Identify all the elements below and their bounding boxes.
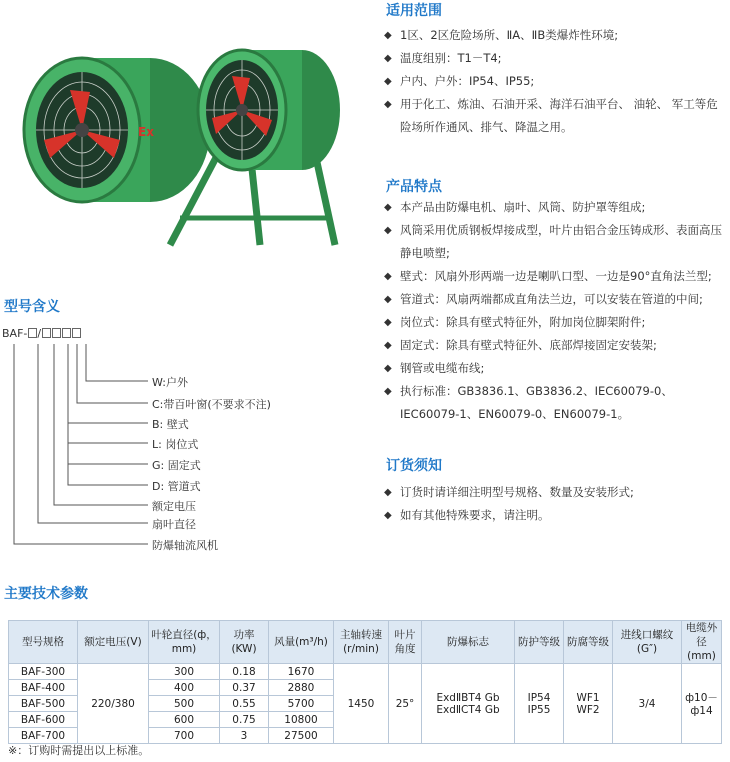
list-item: ◆ 执行标准：GB3836.1、GB3836.2、IEC60079-0、IEC60079-1、EN60079-0、EN60079-1。	[384, 380, 724, 426]
features-title: 产品特点	[386, 179, 442, 195]
placeholder-box	[72, 328, 81, 338]
diamond-icon: ◆	[384, 340, 392, 351]
cell-power: 3	[220, 728, 269, 744]
cell-cable: ф10－ф14	[682, 664, 722, 744]
diamond-icon: ◆	[384, 294, 392, 305]
list-item: ◆ 风筒采用优质钢板焊接成型，叶片由铝合金压铸成形、表面高压静电喷塑;	[384, 219, 724, 265]
diamond-icon: ◆	[384, 317, 392, 328]
scope-list	[384, 24, 720, 139]
list-item: ◆ 订货时请详细注明型号规格、数量及安装形式;	[384, 481, 720, 504]
model-label-c: C:带百叶窗(不要求不注)	[152, 398, 271, 411]
list-item: ◆ 如有其他特殊要求，请注明。	[384, 504, 720, 527]
placeholder-box	[42, 328, 51, 338]
cell-ex-mark	[422, 664, 515, 744]
diamond-icon: ◆	[384, 487, 392, 498]
cell-thread: 3/4	[613, 664, 682, 744]
cell-voltage: 220/380	[78, 664, 149, 744]
list-item: ◆ 温度组别：T1－T4;	[384, 47, 720, 70]
diamond-icon: ◆	[384, 363, 392, 374]
cell-model: BAF-600	[9, 712, 78, 728]
list-item: ◆ 户内、户外：IP54、IP55;	[384, 70, 720, 93]
wall-fan-illustration	[24, 58, 210, 202]
th-anti: 防腐等级	[564, 621, 613, 664]
ex-mark-1: ExdⅡBT4 Gb	[436, 691, 500, 704]
list-item: ◆ 壁式：风扇外形两端一边是喇叭口型、一边是90°直角法兰型;	[384, 265, 724, 288]
placeholder-box	[28, 328, 37, 338]
list-item: ◆ 1区、2区危险场所、ⅡA、ⅡB类爆炸性环境;	[384, 24, 720, 47]
cell-power: 0.37	[220, 680, 269, 696]
list-item: ◆ 本产品由防爆电机、扇叶、风筒、防护罩等组成;	[384, 196, 724, 219]
th-protection: 防护等级	[515, 621, 564, 664]
model-label-g: G: 固定式	[152, 459, 201, 472]
cell-angle: 25°	[389, 664, 422, 744]
th-diameter: 叶轮直径(ф，mm)	[149, 621, 220, 664]
th-model: 型号规格	[9, 621, 78, 664]
cell-model: BAF-400	[9, 680, 78, 696]
anti-1: WF1	[576, 691, 600, 704]
list-item: ◆ 钢管或电缆布线;	[384, 357, 724, 380]
list-item: ◆ 固定式：除具有壁式特征外、底部焊接固定安装架;	[384, 334, 724, 357]
order-list	[384, 481, 720, 527]
diamond-icon: ◆	[384, 510, 392, 521]
th-speed: 主轴转速(r/min)	[334, 621, 389, 664]
model-code: BAF- /	[2, 327, 81, 340]
th-voltage: 额定电压(V)	[78, 621, 149, 664]
cell-protection	[515, 664, 564, 744]
model-label-w: W:户外	[152, 376, 188, 389]
cell-diameter: 500	[149, 696, 220, 712]
product-image	[10, 40, 350, 250]
ex-label: Ex	[138, 125, 154, 139]
model-label-voltage: 额定电压	[152, 500, 196, 513]
ex-mark-2: ExdⅡCT4 Gb	[436, 703, 500, 716]
model-label-diameter: 扇叶直径	[152, 518, 196, 531]
th-flow: 风量(m³/h)	[269, 621, 334, 664]
placeholder-box	[62, 328, 71, 338]
cell-diameter: 300	[149, 664, 220, 680]
diamond-icon: ◆	[384, 53, 392, 64]
cell-model: BAF-300	[9, 664, 78, 680]
cell-flow: 2880	[269, 680, 334, 696]
order-title: 订货须知	[386, 458, 442, 474]
th-ex-mark: 防爆标志	[422, 621, 515, 664]
cell-speed: 1450	[334, 664, 389, 744]
th-thread: 进线口螺纹(G″)	[613, 621, 682, 664]
model-label-d: D: 管道式	[152, 480, 201, 493]
diamond-icon: ◆	[384, 99, 392, 110]
model-prefix: BAF-	[2, 327, 28, 340]
model-label-b: B: 壁式	[152, 418, 189, 431]
diamond-icon: ◆	[384, 386, 392, 397]
cell-diameter: 400	[149, 680, 220, 696]
list-item: ◆ 用于化工、炼油、石油开采、海洋石油平台、 油轮、 军工等危险场所作通风、排气、降温之用。	[384, 93, 720, 139]
footnote: ※：订购时需提出以上标准。	[8, 744, 150, 757]
model-code-lines	[0, 340, 160, 560]
model-label-fan: 防爆轴流风机	[152, 539, 218, 552]
cell-model: BAF-500	[9, 696, 78, 712]
cell-flow: 27500	[269, 728, 334, 744]
diamond-icon: ◆	[384, 225, 392, 236]
th-angle: 叶片角度	[389, 621, 422, 664]
cell-diameter: 600	[149, 712, 220, 728]
diamond-icon: ◆	[384, 30, 392, 41]
cell-flow: 10800	[269, 712, 334, 728]
model-title: 型号含义	[4, 299, 60, 315]
cell-anti	[564, 664, 613, 744]
table-header-row	[9, 621, 722, 664]
cell-power: 0.55	[220, 696, 269, 712]
model-label-l: L: 岗位式	[152, 438, 199, 451]
cell-power: 0.18	[220, 664, 269, 680]
spec-table	[8, 620, 722, 744]
features-list	[384, 196, 724, 426]
diamond-icon: ◆	[384, 271, 392, 282]
placeholder-box	[52, 328, 61, 338]
diamond-icon: ◆	[384, 202, 392, 213]
params-title: 主要技术参数	[4, 586, 88, 602]
cell-flow: 5700	[269, 696, 334, 712]
list-item: ◆ 岗位式：除具有壁式特征外，附加岗位脚架附件;	[384, 311, 724, 334]
list-item: ◆ 管道式：风扇两端都成直角法兰边，可以安装在管道的中间;	[384, 288, 724, 311]
anti-2: WF2	[576, 703, 600, 716]
th-power: 功率(KW)	[220, 621, 269, 664]
cell-power: 0.75	[220, 712, 269, 728]
cell-flow: 1670	[269, 664, 334, 680]
table-row	[9, 664, 722, 680]
th-cable: 电缆外径(mm)	[682, 621, 722, 664]
scope-title: 适用范围	[386, 3, 442, 19]
protection-2: IP55	[527, 703, 551, 716]
protection-1: IP54	[527, 691, 551, 704]
cell-diameter: 700	[149, 728, 220, 744]
cell-model: BAF-700	[9, 728, 78, 744]
diamond-icon: ◆	[384, 76, 392, 87]
